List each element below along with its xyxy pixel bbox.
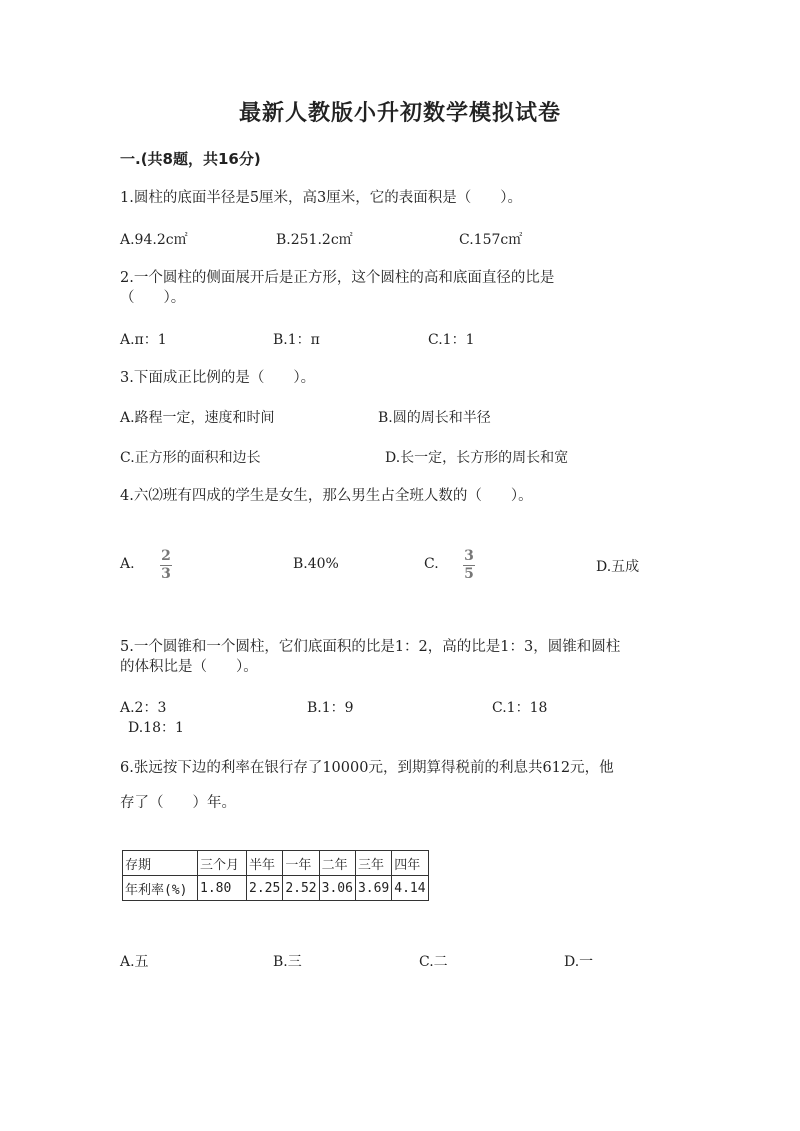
table-cell: 3.69 [355, 876, 391, 901]
page-title: 最新人教版小升初数学模拟试卷 [238, 101, 561, 126]
table-cell: 半年 [247, 851, 283, 876]
question-6-option-a: A.五 [120, 954, 149, 970]
question-4-option-a-fraction [160, 549, 172, 582]
table-cell: 三个月 [198, 851, 247, 876]
question-6-option-c: C.二 [419, 954, 448, 970]
question-6-option-b: B.三 [273, 954, 302, 970]
question-5-option-a: A.2：3 [120, 700, 167, 716]
question-6-stem-line2: 存了（ ）年。 [120, 795, 236, 811]
table-cell: 三年 [355, 851, 391, 876]
table-header-row [123, 851, 429, 876]
fraction-numerator: 3 [464, 548, 474, 564]
fraction-numerator: 2 [161, 548, 171, 564]
fraction-denominator: 5 [464, 566, 474, 582]
question-3-option-c: C.正方形的面积和边长 [120, 450, 261, 466]
question-1-stem: 1.圆柱的底面半径是5厘米，高3厘米，它的表面积是（ ）。 [120, 190, 523, 206]
question-3-option-d: D.长一定，长方形的周长和宽 [385, 450, 569, 466]
question-3-option-b: B.圆的周长和半径 [378, 410, 491, 426]
table-cell: 二年 [319, 851, 355, 876]
section-heading: 一.(共8题，共16分) [120, 150, 261, 168]
question-3-stem: 3.下面成正比例的是（ ）。 [120, 370, 316, 386]
question-2-option-b: B.1：π [273, 332, 320, 348]
question-3-option-a: A.路程一定，速度和时间 [120, 410, 275, 426]
question-5-option-b: B.1：9 [307, 700, 354, 716]
table-row [123, 876, 429, 901]
table-cell: 一年 [283, 851, 319, 876]
table-cell: 四年 [392, 851, 428, 876]
table-cell: 年利率(%) [123, 876, 198, 901]
question-6-stem-line1: 6.张远按下边的利率在银行存了10000元，到期算得税前的利息共612元，他 [120, 760, 614, 776]
question-4-option-b: B.40% [293, 556, 339, 572]
table-cell: 2.52 [283, 876, 319, 901]
table-cell: 3.06 [319, 876, 355, 901]
question-2-stem-line2: （ ）。 [120, 290, 186, 306]
table-cell: 4.14 [392, 876, 428, 901]
table-cell: 1.80 [198, 876, 247, 901]
question-5-stem-line2: 的体积比是（ ）。 [120, 659, 258, 675]
question-2-option-c: C.1：1 [428, 332, 475, 348]
question-2-option-a: A.π：1 [120, 332, 167, 348]
question-5-option-d: D.18：1 [128, 720, 184, 736]
table-cell: 存期 [123, 851, 198, 876]
question-5-stem-line1: 5.一个圆锥和一个圆柱，它们底面积的比是1：2，高的比是1：3，圆锥和圆柱 [120, 639, 621, 655]
question-4-option-c-label: C. [424, 556, 439, 572]
question-1-option-a: A.94.2c㎡ [120, 232, 188, 248]
question-4-stem: 4.六⑵班有四成的学生是女生，那么男生占全班人数的（ ）。 [120, 488, 533, 504]
question-2-stem-line1: 2.一个圆柱的侧面展开后是正方形，这个圆柱的高和底面直径的比是 [120, 270, 555, 286]
question-6-option-d: D.一 [564, 954, 594, 970]
interest-rate-table [122, 850, 429, 901]
question-4-option-d: D.五成 [596, 559, 640, 575]
question-1-option-c: C.157c㎡ [459, 232, 523, 248]
table-cell: 2.25 [247, 876, 283, 901]
fraction-denominator: 3 [161, 566, 171, 582]
question-4-option-c-fraction [463, 549, 475, 582]
question-5-option-c: C.1：18 [492, 700, 548, 716]
question-1-option-b: B.251.2c㎡ [276, 232, 353, 248]
question-4-option-a-label: A. [120, 556, 135, 572]
